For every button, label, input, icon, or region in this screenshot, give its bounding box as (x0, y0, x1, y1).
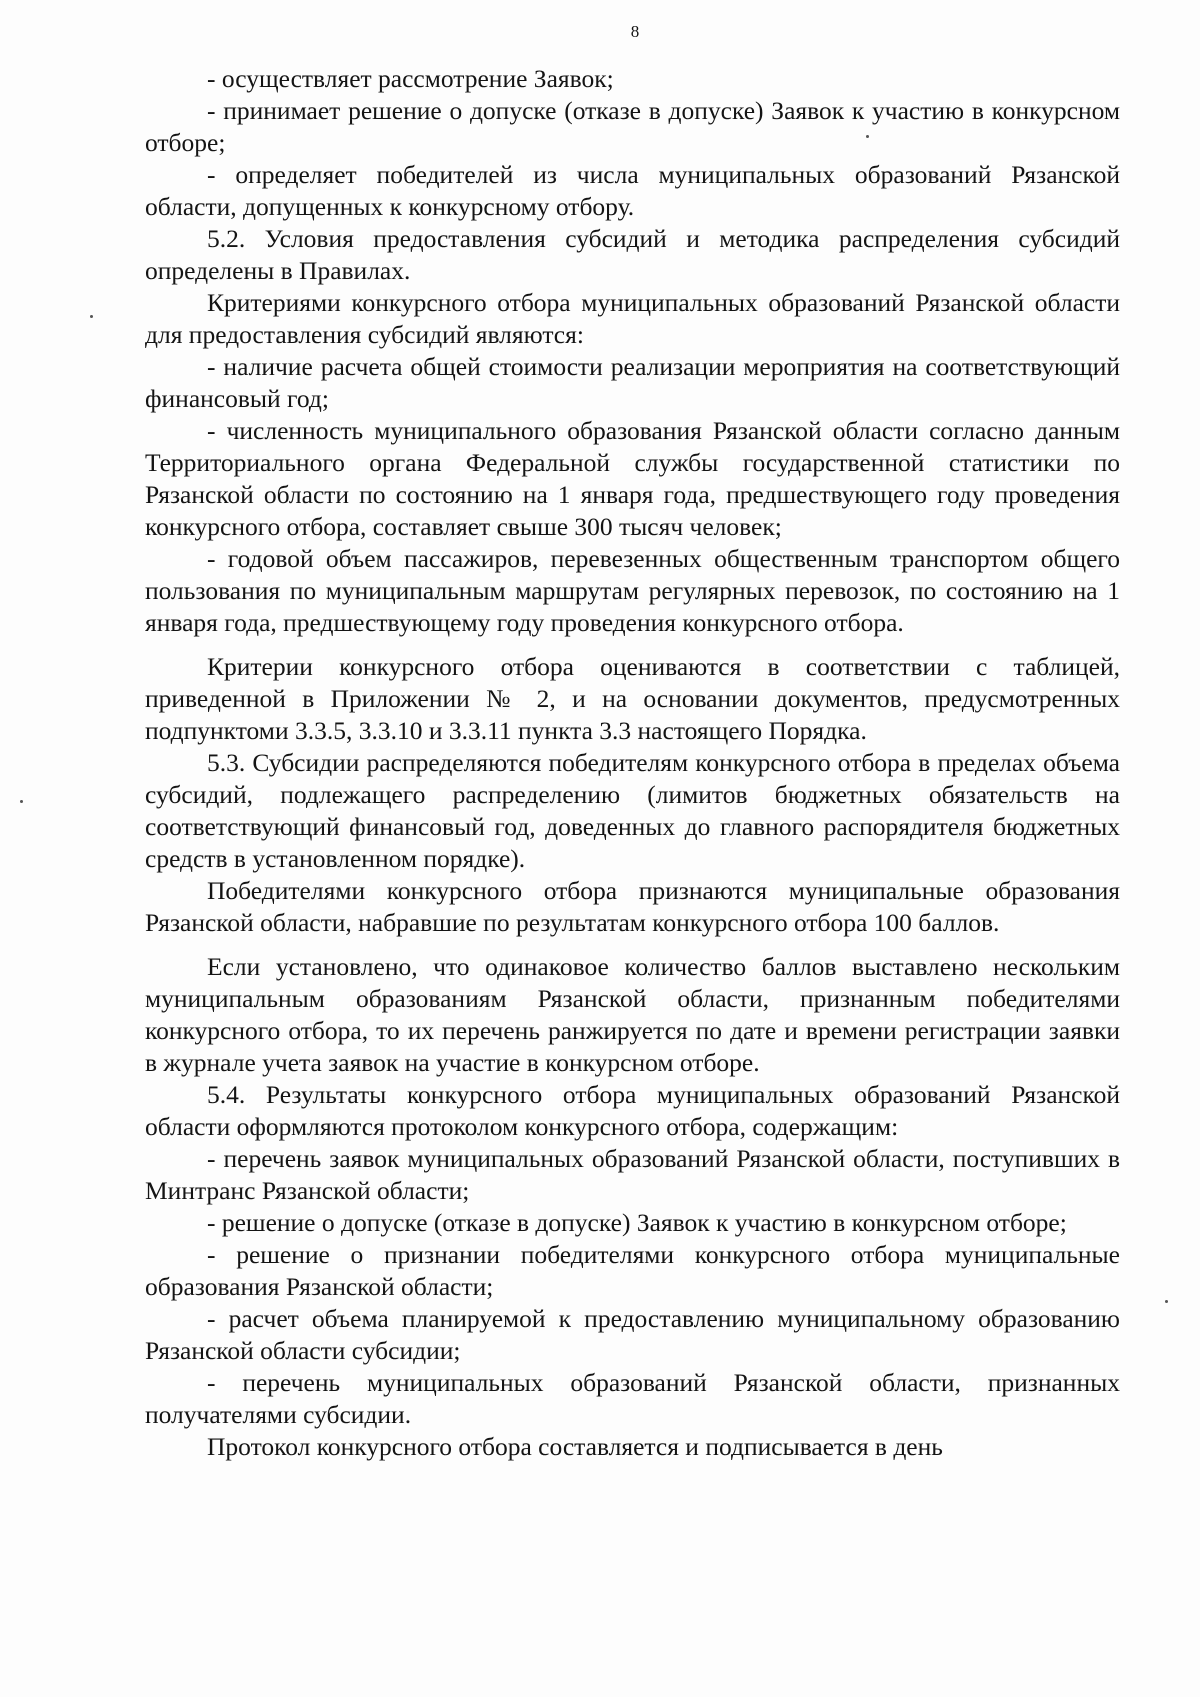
scan-speck (90, 315, 93, 318)
paragraph: Критериями конкурсного отбора муниципальных образований Рязанской области для предоставления субсидий являются: (145, 288, 1120, 349)
paragraph: 5.3. Субсидии распределяются победителям конкурсного отбора в пределах объема субсидий, подлежащего распределению (лимитов бюджетных обязательств на соответствующий финансовый год, доведенных до главного распорядителя бюджетных средств в установленном порядке). (145, 748, 1120, 873)
page-number: 8 (630, 22, 640, 41)
paragraph: - наличие расчета общей стоимости реализации мероприятия на соответствующий финансовый год; (145, 352, 1120, 413)
paragraph: - принимает решение о допуске (отказе в допуске) Заявок к участию в конкурсном отборе; (145, 96, 1120, 157)
paragraph: - численность муниципального образования Рязанской области согласно данным Территориального органа Федеральной службы государственной статистики по Рязанской области по состоянию на 1 января года, предшествующего году проведения конкурсного отбора, составляет свыше 300 тысяч человек; (145, 416, 1120, 541)
paragraph: Если установлено, что одинаковое количество баллов выставлено нескольким муниципальным образованиям Рязанской области, признанным победителями конкурсного отбора, то их перечень ранжируется по дате и времени регистрации заявки в журнале учета заявок на участие в конкурсном отборе. (145, 952, 1120, 1077)
paragraph: - решение о признании победителями конкурсного отбора муниципальные образования Рязанской области; (145, 1240, 1120, 1301)
paragraph: 5.4. Результаты конкурсного отбора муниципальных образований Рязанской области оформляются протоколом конкурсного отбора, содержащим: (145, 1080, 1120, 1141)
scan-speck (1165, 1300, 1168, 1303)
document-body (145, 63, 1120, 1463)
paragraph: - перечень заявок муниципальных образований Рязанской области, поступивших в Минтранс Рязанской области; (145, 1144, 1120, 1205)
paragraph: - перечень муниципальных образований Рязанской области, признанных получателями субсидии. (145, 1368, 1120, 1429)
paragraph: Победителями конкурсного отбора признаются муниципальные образования Рязанской области, набравшие по результатам конкурсного отбора 100 баллов. (145, 876, 1120, 937)
paragraph: Критерии конкурсного отбора оцениваются в соответствии с таблицей, приведенной в Приложении № 2, и на основании документов, предусмотренных подпунктоми 3.3.5, 3.3.10 и 3.3.11 пункта 3.3 настоящего Порядка. (145, 652, 1120, 745)
paragraph: - решение о допуске (отказе в допуске) Заявок к участию в конкурсном отборе; (207, 1208, 1067, 1237)
scan-speck (866, 135, 869, 138)
paragraph: - осуществляет рассмотрение Заявок; (207, 64, 614, 93)
paragraph: - определяет победителей из числа муниципальных образований Рязанской области, допущенных к конкурсному отбору. (145, 160, 1120, 221)
paragraph: - расчет объема планируемой к предоставлению муниципальному образованию Рязанской области субсидии; (145, 1304, 1120, 1365)
paragraph: 5.2. Условия предоставления субсидий и методика распределения субсидий определены в Правилах. (145, 224, 1120, 285)
paragraph: - годовой объем пассажиров, перевезенных общественным транспортом общего пользования по муниципальным маршрутам регулярных перевозок, по состоянию на 1 января года, предшествующему году проведения конкурсного отбора. (145, 544, 1120, 637)
scan-speck (20, 800, 23, 803)
paragraph: Протокол конкурсного отбора составляется и подписывается в день (207, 1432, 943, 1461)
